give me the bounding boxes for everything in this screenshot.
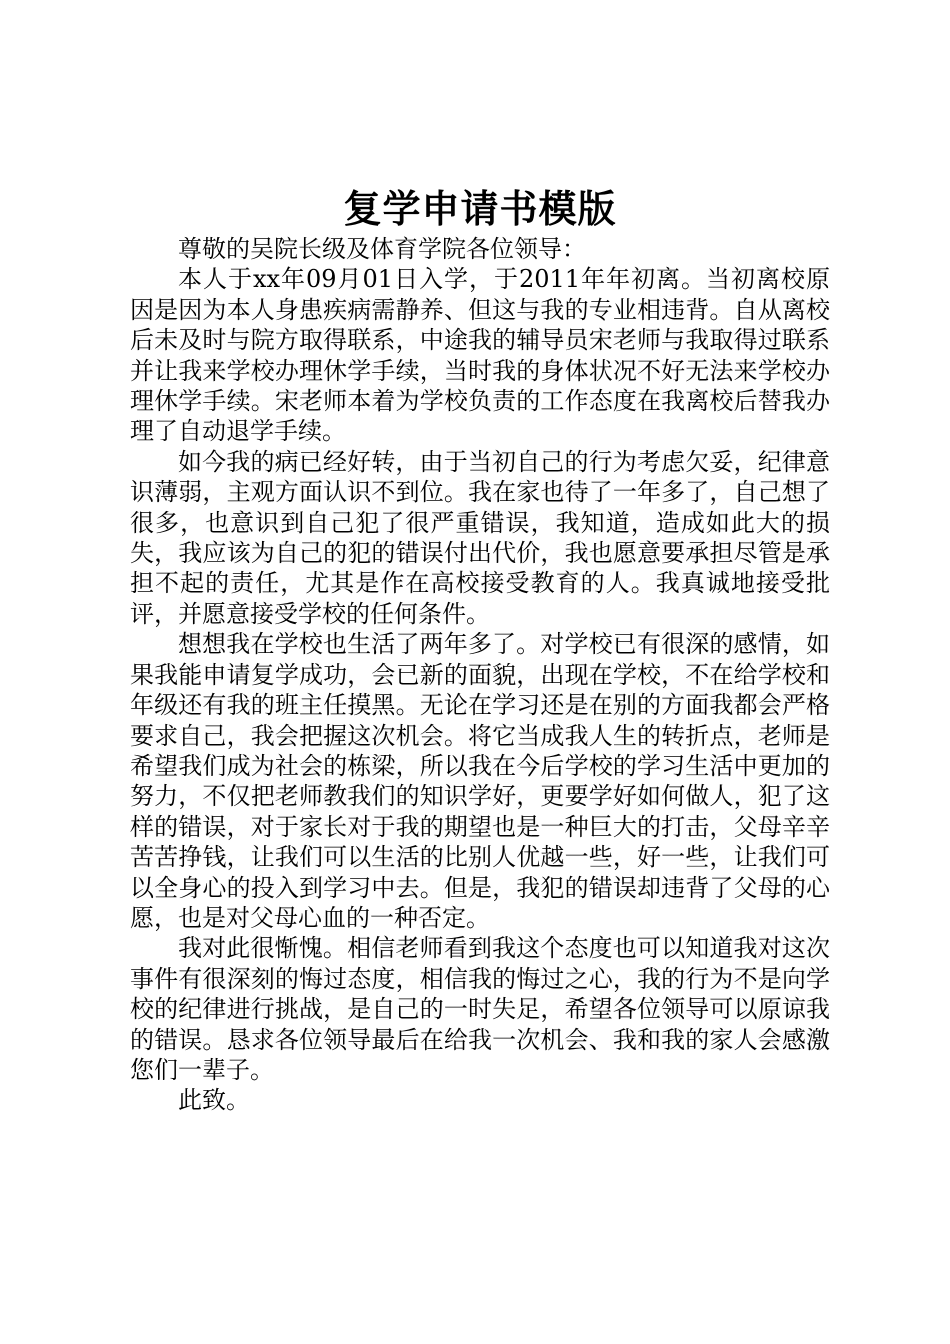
document-title: 复学申请书模版 <box>343 186 617 231</box>
paragraph-4: 我对此很惭愧。相信老师看到我这个态度也可以知道我对这次事件有很深刻的悔过态度，相信我的悔过之心，我的行为不是向学校的纪律进行挑战，是自己的一时失足，希望各位领导可以原谅我的错误。恳求各位领导最后在给我一次机会、我和我的家人会感激您们一辈子。 <box>130 934 830 1084</box>
document-body <box>130 234 830 1116</box>
salutation: 尊敬的吴院长级及体育学院各位领导： <box>178 235 586 263</box>
paragraph-2: 如今我的病已经好转，由于当初自己的行为考虑欠妥，纪律意识薄弱，主观方面认识不到位。我在家也待了一年多了，自己想了很多，也意识到自己犯了很严重错误，我知道，造成如此大的损失，我应该为自己的犯的错误付出代价，我也愿意要承担尽管是承担不起的责任，尤其是作在高校接受教育的人。我真诚地接受批评，并愿意接受学校的任何条件。 <box>130 447 830 628</box>
paragraph-3: 想想我在学校也生活了两年多了。对学校已有很深的感情，如果我能申请复学成功，会已新的面貌，出现在学校，不在给学校和年级还有我的班主任摸黑。无论在学习还是在别的方面我都会严格要求自己，我会把握这次机会。将它当成我人生的转折点，老师是希望我们成为社会的栋梁，所以我在今后学校的学习生活中更加的努力，不仅把老师教我们的知识学好，更要学好如何做人，犯了这样的错误，对于家长对于我的期望也是一种巨大的打击，父母辛辛苦苦挣钱，让我们可以生活的比别人优越一些，好一些，让我们可以全身心的投入到学习中去。但是，我犯的错误却违背了父母的心愿，也是对父母心血的一种否定。 <box>130 630 830 932</box>
paragraph-1: 本人于xx年09月01日入学，于2011年年初离。当初离校原因是因为本人身患疾病需静养、但这与我的专业相违背。自从离校后未及时与院方取得联系，中途我的辅导员宋老师与我取得过联系并让我来学校办理休学手续，当时我的身体状况不好无法来学校办理休学手续。宋老师本着为学校负责的工作态度在我离校后替我办理了自动退学手续。 <box>130 265 830 446</box>
closing: 此致。 <box>178 1086 250 1115</box>
